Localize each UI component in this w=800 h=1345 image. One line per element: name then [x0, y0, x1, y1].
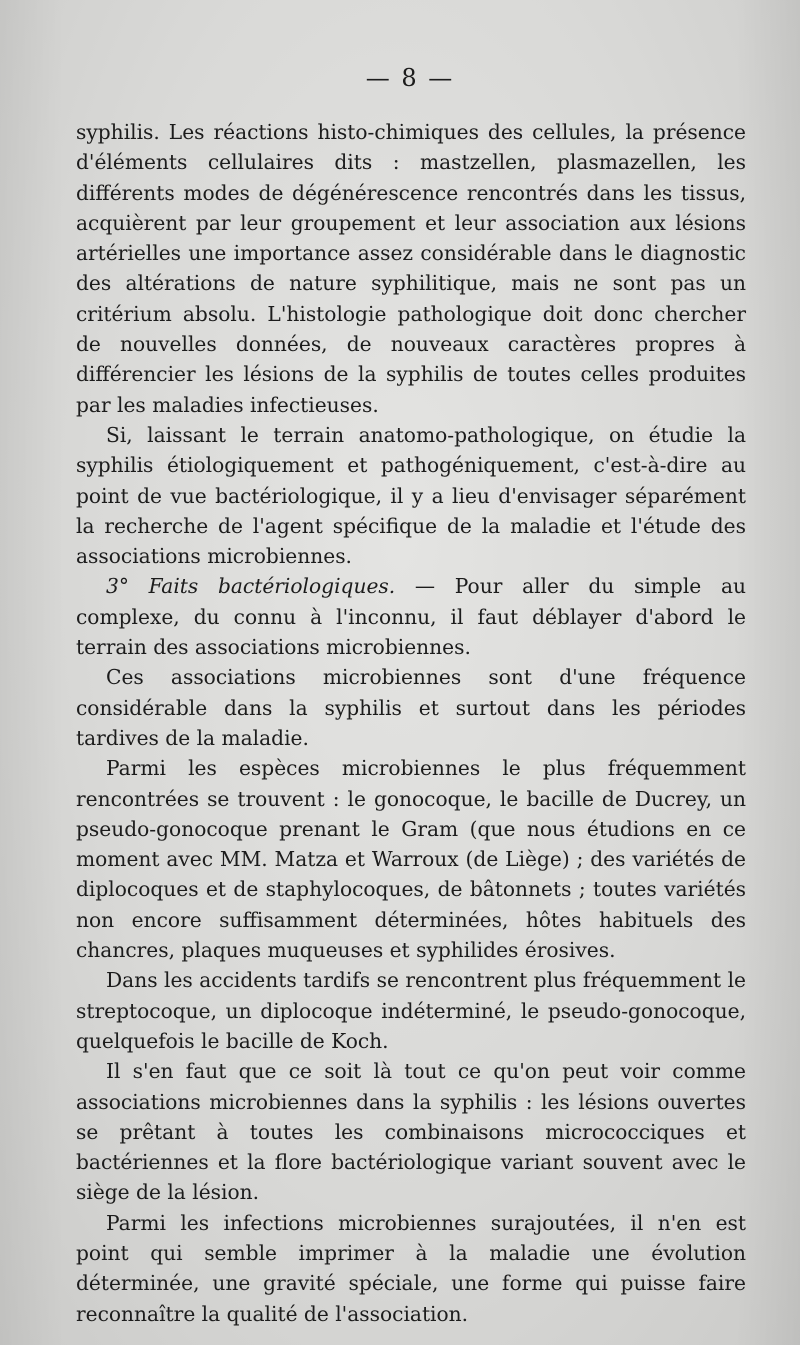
- section-paragraph: [76, 571, 746, 662]
- paragraph-7: Parmi les infections microbiennes surajoutées, il n'en est point qui semble imprimer à la maladie une évolution déterminée, une gravité spéciale, une forme qui puisse faire reconnaître la qualité de l'association.: [76, 1210, 746, 1326]
- paragraph-6: Il s'en faut que ce soit là tout ce qu'on peut voir comme associations microbiennes dans la syphilis : les lésions ouvertes se prêtant à toutes les combinaisons micrococciques et bactériennes et la flore bactériologique variant souvent avec le siège de la lésion.: [76, 1059, 746, 1205]
- paragraph-2: Si, laissant le terrain anatomo-pathologique, on étudie la syphilis étiologiquement et pathogéniquement, c'est-à-dire au point de vue bactériologique, il y a lieu d'envisager séparément la recherche de l'agent spécifique de la maladie et l'étude des associations microbiennes.: [76, 422, 746, 569]
- page-number: — 8 —: [365, 64, 455, 92]
- page-body: [76, 117, 746, 1329]
- paragraph-5: Dans les accidents tardifs se rencontrent plus fréquemment le streptocoque, un diplocoque indéterminé, le pseudo-gonocoque, quelquefois le bacille de Koch.: [76, 968, 746, 1053]
- paragraph-3: Ces associations microbiennes sont d'une fréquence considérable dans la syphilis et surtout dans les périodes tardives de la maladie.: [76, 665, 746, 750]
- section-heading: 3° Faits bactériologiques.: [106, 574, 396, 599]
- paragraph-4: Parmi les espèces microbiennes le plus fréquemment rencontrées se trouvent : le gonocoque, le bacille de Ducrey, un pseudo-gonocoque prenant le Gram (que nous étudions en ce moment avec MM. Matza et Warroux (de Liège) ; des variétés de diplocoques et de staphylocoques, de bâtonnets ; toutes variétés non encore suffisamment déterminées, hôtes habituels des chancres, plaques muqueuses et syphilides érosives.: [76, 756, 746, 963]
- section-text: — Pour aller du simple au complexe, du connu à l'inconnu, il faut déblayer d'abord le terrain des associations microbiennes.: [76, 574, 746, 660]
- paragraph-1: syphilis. Les réactions histo-chimiques des cellules, la présence d'éléments cellulaires dits : mastzellen, plasmazellen, les différents modes de dégénérescence rencontrés dans les tissus, acquièrent par leur groupement et leur association aux lésions artérielles une importance assez considérable dans le diagnostic des altérations de nature syphilitique, mais ne sont pas un critérium absolu. L'histologie pathologique doit donc chercher de nouvelles données, de nouveaux caractères propres à différencier les lésions de la syphilis de toutes celles produites par les maladies infectieuses.: [76, 120, 746, 417]
